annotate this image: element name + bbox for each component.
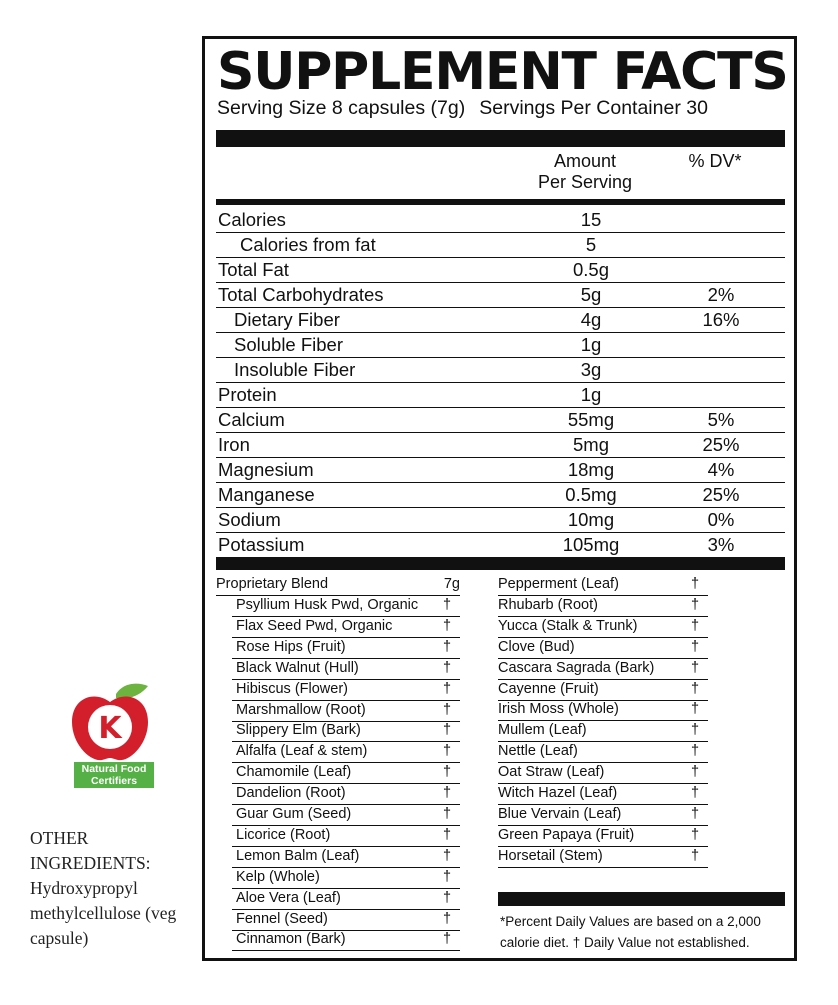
nutrient-amount: 5mg bbox=[573, 434, 609, 455]
nutrient-name: Dietary Fiber bbox=[234, 309, 340, 330]
blend-ingredient-row bbox=[498, 637, 708, 659]
blend-ingredient-row bbox=[232, 595, 460, 617]
panel-title: SUPPLEMENT FACTS bbox=[217, 42, 788, 102]
servings-per-container: Servings Per Container 30 bbox=[479, 97, 708, 119]
blend-ingredient-row bbox=[498, 595, 708, 617]
other-ingredients bbox=[30, 826, 200, 951]
blend-ingredient-row bbox=[232, 783, 460, 805]
blend-ingredient-row bbox=[232, 700, 460, 722]
serving-size: Serving Size 8 capsules (7g) bbox=[217, 97, 466, 119]
blend-ingredient-row bbox=[232, 846, 460, 868]
nutrient-amount: 0.5g bbox=[572, 259, 609, 280]
dagger-mark: † bbox=[690, 659, 700, 676]
nutrient-row bbox=[216, 482, 785, 508]
blend-ingredient-name: Nettle (Leaf) bbox=[498, 743, 578, 760]
header-amount-line2: Per Serving bbox=[537, 172, 633, 192]
dagger-mark: † bbox=[442, 659, 452, 676]
dagger-mark: † bbox=[442, 617, 452, 634]
blend-ingredient-row bbox=[232, 909, 460, 931]
nutrient-row bbox=[216, 332, 785, 358]
nutrient-row bbox=[216, 532, 785, 558]
blend-ingredient-row bbox=[498, 679, 708, 701]
nutrient-dv: 4% bbox=[707, 459, 735, 480]
dagger-mark: † bbox=[690, 701, 700, 718]
certification-label-line2: Certifiers bbox=[90, 775, 138, 787]
blend-ingredient-name: Cinnamon (Bark) bbox=[236, 931, 346, 948]
nutrient-row bbox=[216, 307, 785, 333]
serving-info bbox=[217, 97, 787, 120]
certification-letter: K bbox=[98, 711, 122, 746]
nutrient-name: Calories from fat bbox=[240, 234, 376, 255]
dagger-mark: † bbox=[690, 617, 700, 634]
nutrient-amount: 0.5mg bbox=[565, 484, 617, 505]
blend-ingredient-name: Witch Hazel (Leaf) bbox=[498, 785, 618, 801]
nutrient-amount: 5 bbox=[585, 234, 597, 255]
dagger-mark: † bbox=[442, 847, 452, 864]
header-dv: % DV* bbox=[688, 151, 742, 171]
blend-ingredient-name: Rose Hips (Fruit) bbox=[236, 638, 346, 655]
dagger-mark: † bbox=[442, 806, 452, 822]
blend-ingredient-name: Guar Gum (Seed) bbox=[236, 806, 352, 822]
nutrient-name: Total Carbohydrates bbox=[218, 284, 384, 305]
nutrient-name: Insoluble Fiber bbox=[234, 359, 356, 380]
blend-ingredient-row bbox=[498, 825, 708, 847]
dagger-mark: † bbox=[442, 910, 452, 927]
nutrient-row bbox=[216, 257, 785, 283]
dagger-mark: † bbox=[690, 826, 700, 843]
blend-ingredient-name: Alfalfa (Leaf & stem) bbox=[236, 743, 368, 760]
blend-name: Proprietary Blend bbox=[216, 576, 329, 592]
blend-ingredient-row bbox=[232, 804, 460, 826]
nutrient-dv: 25% bbox=[702, 434, 740, 455]
blend-ingredient-row bbox=[232, 867, 460, 889]
dagger-mark: † bbox=[442, 597, 452, 613]
dagger-mark: † bbox=[690, 596, 700, 613]
blend-ingredient-name: Chamomile (Leaf) bbox=[236, 764, 352, 781]
footnote-line1: *Percent Daily Values are based on a 2,000 bbox=[500, 914, 761, 929]
blend-ingredient-row bbox=[498, 658, 708, 680]
blend-ingredient-name: Fennel (Seed) bbox=[236, 910, 328, 927]
nutrient-name: Potassium bbox=[218, 534, 305, 555]
blend-ingredient-row bbox=[232, 720, 460, 742]
blend-ingredient-name: Rhubarb (Root) bbox=[498, 596, 598, 613]
blend-ingredient-name: Irish Moss (Whole) bbox=[498, 701, 619, 718]
dagger-mark: † bbox=[690, 785, 700, 801]
blend-amount: 7g bbox=[443, 576, 460, 592]
nutrient-row bbox=[216, 432, 785, 458]
nutrient-amount: 18mg bbox=[567, 459, 615, 480]
blend-ingredient-row bbox=[498, 762, 708, 784]
nutrient-name: Calcium bbox=[218, 409, 285, 430]
nutrient-name: Protein bbox=[218, 384, 277, 405]
blend-ingredient-name: Cayenne (Fruit) bbox=[498, 680, 599, 697]
footnote-divider bbox=[498, 892, 785, 906]
nutrient-row bbox=[216, 382, 785, 408]
dagger-mark: † bbox=[442, 701, 452, 718]
header-amount bbox=[515, 151, 655, 193]
dagger-mark: † bbox=[690, 638, 700, 655]
blend-ingredient-name: Hibiscus (Flower) bbox=[236, 680, 348, 697]
nutrient-amount: 4g bbox=[580, 309, 602, 330]
nutrient-amount: 15 bbox=[580, 209, 602, 230]
nutrient-name: Iron bbox=[218, 434, 250, 455]
dagger-mark: † bbox=[690, 847, 700, 864]
blend-ingredient-row bbox=[498, 699, 708, 721]
nutrient-dv: 16% bbox=[702, 309, 740, 330]
blend-ingredient-name: Psyllium Husk Pwd, Organic bbox=[236, 597, 419, 613]
other-ingredients-title: OTHER INGREDIENTS: bbox=[30, 828, 151, 873]
certification-label-line1: Natural Food bbox=[81, 763, 147, 775]
natural-food-certifiers-logo bbox=[66, 680, 154, 790]
blend-ingredient-row bbox=[498, 846, 708, 868]
nutrient-name: Manganese bbox=[218, 484, 315, 505]
nutrient-amount: 5g bbox=[580, 284, 602, 305]
dagger-mark: † bbox=[442, 868, 452, 885]
blend-ingredient-name: Green Papaya (Fruit) bbox=[498, 826, 635, 843]
blend-ingredient-row bbox=[498, 574, 708, 596]
blend-ingredient-name: Dandelion (Root) bbox=[236, 785, 346, 802]
blend-ingredient-row bbox=[498, 616, 708, 638]
nutrient-row bbox=[216, 282, 785, 308]
blend-ingredient-name: Blue Vervain (Leaf) bbox=[498, 805, 622, 822]
certification-label bbox=[74, 762, 154, 788]
thick-divider bbox=[216, 130, 785, 147]
blend-ingredient-row bbox=[498, 804, 708, 826]
nutrient-dv: 25% bbox=[702, 484, 740, 505]
nutrient-amount: 105mg bbox=[562, 534, 620, 555]
blend-ingredient-name: Horsetail (Stem) bbox=[498, 847, 603, 864]
dagger-mark: † bbox=[442, 638, 452, 655]
other-ingredients-text: Hydroxypropyl methylcellulose (veg capsule) bbox=[30, 878, 177, 948]
blend-ingredient-name: Pepperment (Leaf) bbox=[498, 576, 619, 592]
dagger-mark: † bbox=[690, 805, 700, 822]
blend-ingredient-name: Cascara Sagrada (Bark) bbox=[498, 659, 655, 676]
dagger-mark: † bbox=[690, 680, 700, 697]
blend-ingredient-row bbox=[498, 783, 708, 805]
blend-ingredient-row bbox=[232, 741, 460, 763]
nutrient-dv: 2% bbox=[707, 284, 735, 305]
nutrient-amount: 1g bbox=[580, 384, 602, 405]
blend-ingredient-name: Flax Seed Pwd, Organic bbox=[236, 617, 393, 634]
dagger-mark: † bbox=[442, 764, 452, 781]
header-amount-line1: Amount bbox=[553, 151, 617, 171]
blend-ingredient-name: Slippery Elm (Bark) bbox=[236, 722, 361, 739]
blend-ingredient-row bbox=[498, 720, 708, 742]
blend-ingredient-name: Marshmallow (Root) bbox=[236, 701, 366, 718]
nutrient-amount: 3g bbox=[580, 359, 602, 380]
nutrient-name: Sodium bbox=[218, 509, 281, 530]
blend-ingredient-row bbox=[232, 762, 460, 784]
nutrient-dv: 0% bbox=[707, 509, 735, 530]
nutrient-name: Calories bbox=[218, 209, 286, 230]
dagger-mark: † bbox=[442, 722, 452, 739]
dagger-mark: † bbox=[442, 680, 452, 697]
blend-ingredient-row bbox=[232, 929, 460, 951]
nutrient-amount: 55mg bbox=[567, 409, 615, 430]
blend-ingredient-name: Oat Straw (Leaf) bbox=[498, 764, 605, 781]
supplement-facts-panel bbox=[202, 36, 797, 961]
blend-header bbox=[216, 574, 460, 596]
dagger-mark: † bbox=[690, 743, 700, 760]
blend-ingredient-row bbox=[232, 888, 460, 910]
nutrient-row bbox=[216, 207, 785, 233]
thick-divider bbox=[216, 557, 785, 570]
blend-ingredient-row bbox=[498, 741, 708, 763]
footnote-line2: calorie diet. † Daily Value not established. bbox=[500, 935, 750, 950]
blend-ingredient-name: Licorice (Root) bbox=[236, 826, 331, 843]
nutrient-name: Soluble Fiber bbox=[234, 334, 344, 355]
blend-ingredient-row bbox=[232, 637, 460, 659]
blend-ingredient-row bbox=[232, 616, 460, 638]
nutrient-amount: 10mg bbox=[567, 509, 615, 530]
nutrient-name: Magnesium bbox=[218, 459, 314, 480]
dagger-mark: † bbox=[442, 931, 452, 948]
dagger-mark: † bbox=[442, 785, 452, 802]
dagger-mark: † bbox=[690, 576, 700, 592]
nutrient-dv: 3% bbox=[707, 534, 735, 555]
nutrient-row bbox=[216, 357, 785, 383]
nutrient-dv: 5% bbox=[707, 409, 735, 430]
nutrient-row bbox=[216, 507, 785, 533]
blend-ingredient-name: Clove (Bud) bbox=[498, 638, 575, 655]
nutrient-row bbox=[216, 457, 785, 483]
footnote bbox=[500, 911, 790, 953]
nutrient-name: Total Fat bbox=[218, 259, 289, 280]
blend-ingredient-row bbox=[232, 658, 460, 680]
blend-ingredient-row bbox=[232, 679, 460, 701]
nutrient-row bbox=[216, 232, 785, 258]
apple-k-icon bbox=[66, 680, 154, 764]
blend-ingredient-name: Yucca (Stalk & Trunk) bbox=[498, 617, 638, 634]
blend-ingredient-row bbox=[232, 825, 460, 847]
dagger-mark: † bbox=[442, 826, 452, 843]
blend-ingredient-name: Aloe Vera (Leaf) bbox=[236, 889, 341, 906]
blend-ingredient-name: Kelp (Whole) bbox=[236, 868, 320, 885]
dagger-mark: † bbox=[690, 764, 700, 781]
dagger-mark: † bbox=[690, 722, 700, 739]
dagger-mark: † bbox=[442, 743, 452, 760]
blend-ingredient-name: Black Walnut (Hull) bbox=[236, 659, 359, 676]
nutrient-amount: 1g bbox=[580, 334, 602, 355]
blend-ingredient-name: Mullem (Leaf) bbox=[498, 722, 587, 739]
dagger-mark: † bbox=[442, 889, 452, 906]
medium-divider bbox=[216, 199, 785, 205]
nutrient-row bbox=[216, 407, 785, 433]
blend-ingredient-name: Lemon Balm (Leaf) bbox=[236, 847, 360, 864]
